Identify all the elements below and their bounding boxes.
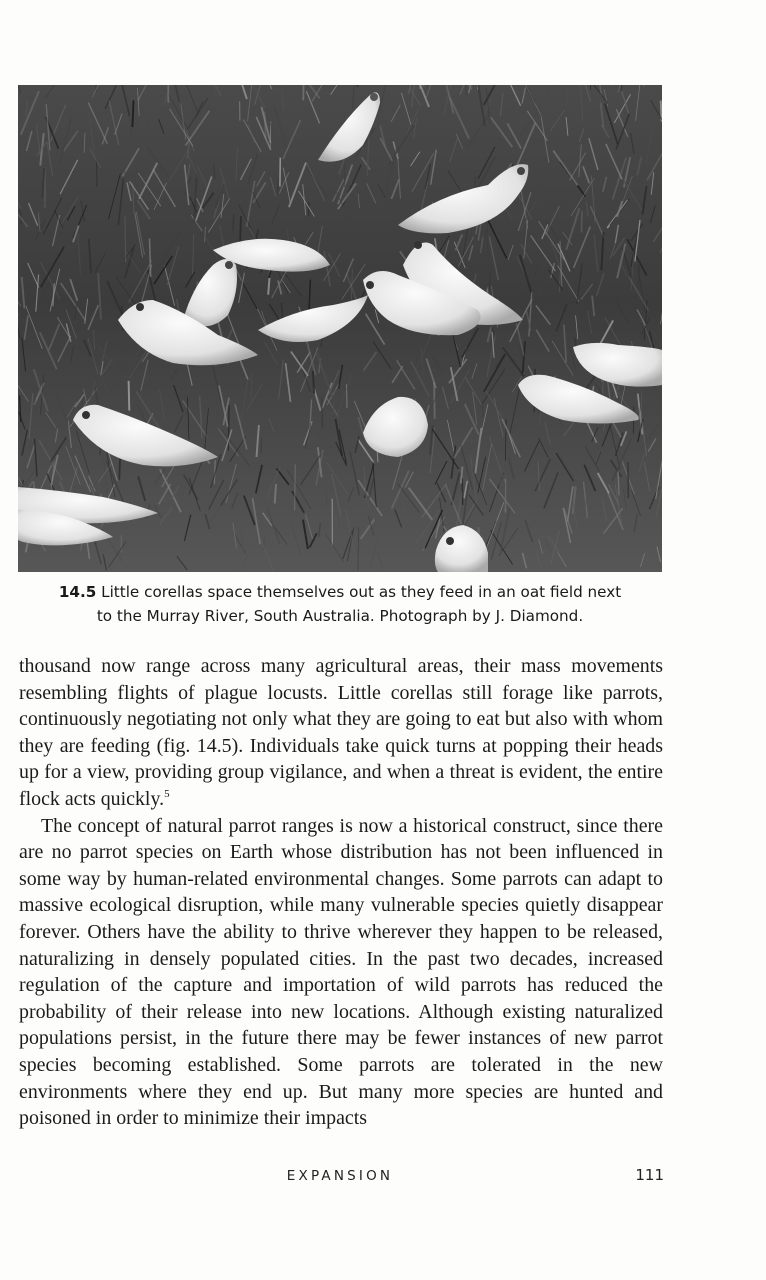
corella-photo: [18, 85, 662, 572]
paragraph-2: The concept of natural parrot ranges is now a historical construct, since there are no parrot species on Earth whose distribution has not been influenced in some way by human-related environmental changes. Some parrots can adapt to massive ecological disruption, while many vulnerable species quietly disappear forever. Others have the ability to thrive wherever they happen to be released, naturalizing in densely populated cities. In the past two decades, increased regulation of the capture and importation of wild parrots has reduced the probability of their release into new locations. Although existing naturalized populations persist, in the future there may be fewer instances of new parrot species becoming established. Some parrots are tolerated in the new environments where they end up. But many more species are hunted and poisoned in order to minimize their impacts: [19, 814, 663, 1130]
body-text: [19, 653, 663, 1132]
caption-line-2: to the Murray River, South Australia. Photograph by J. Diamond.: [96, 607, 584, 625]
paragraph-1: [19, 653, 663, 813]
paragraph-1-text: thousand now range across many agricultural areas, their mass movements resembling flights of plague locusts. Little corellas still forage like parrots, continuously negotiating not only what they are going to eat but also with whom they are feeding (fig. 14.5). Individuals take quick turns at popping their heads up for a view, providing group vigilance, and when a threat is evident, the entire flock acts quickly.: [19, 655, 663, 810]
footnote-ref: 5: [164, 787, 170, 800]
page-number: 111: [635, 1166, 664, 1184]
caption-line-1: Little corellas space themselves out as they feed in an oat field next: [101, 583, 622, 601]
figure-number: 14.5: [58, 583, 97, 601]
running-title: EXPANSION: [286, 1168, 394, 1184]
figure-caption: [40, 580, 640, 628]
